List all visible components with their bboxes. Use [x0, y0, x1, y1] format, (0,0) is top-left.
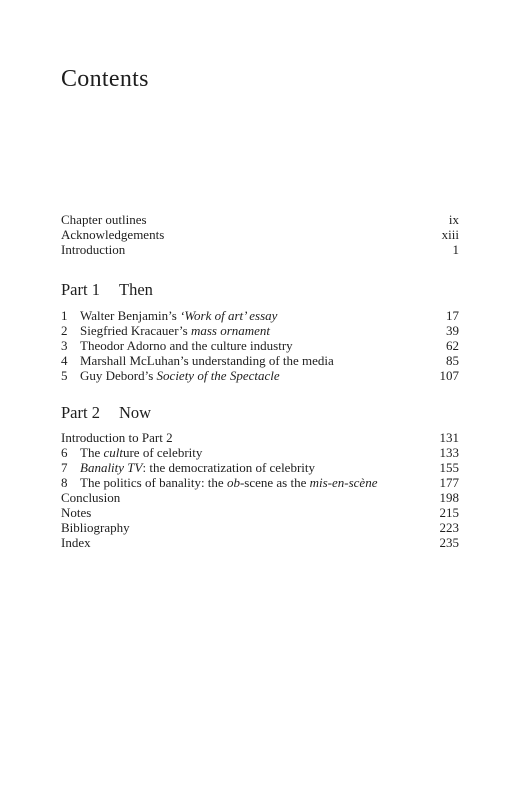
- part-1-section: [61, 280, 459, 383]
- chapter-title: ure of celebrity: [122, 445, 203, 460]
- chapter-title: Guy Debord’s: [80, 368, 157, 383]
- toc-entry[interactable]: [61, 535, 459, 550]
- chapter-number: 6: [61, 445, 68, 460]
- toc-entry-title: Acknowledgements: [61, 227, 165, 242]
- toc-entry-title: Conclusion: [61, 490, 121, 505]
- toc-entry-page: 85: [446, 353, 459, 368]
- toc-entry[interactable]: [61, 323, 459, 338]
- part-label: Part 1: [61, 280, 100, 299]
- chapter-number: 2: [61, 323, 68, 338]
- chapter-number: 5: [61, 368, 68, 383]
- toc-entry-page: 177: [439, 475, 459, 490]
- chapter-number: 7: [61, 460, 68, 475]
- part-2-section: [61, 403, 459, 550]
- toc-entry[interactable]: [61, 460, 459, 475]
- front-matter-list: [61, 212, 459, 257]
- toc-entry[interactable]: [61, 368, 459, 383]
- toc-entry-title: Chapter outlines: [61, 212, 147, 227]
- toc-entry-page: 107: [439, 368, 459, 383]
- part-name: Now: [119, 403, 152, 422]
- toc-entry[interactable]: [61, 242, 459, 257]
- toc-entry-page: 1: [452, 242, 459, 257]
- toc-entry-title: Introduction: [61, 242, 126, 257]
- toc-entry-title: Notes: [61, 505, 92, 520]
- toc-entry-page: 62: [446, 338, 459, 353]
- chapter-number: 4: [61, 353, 68, 368]
- chapter-title: Walter Benjamin’s: [80, 308, 181, 323]
- chapter-title-italic: cult: [103, 445, 123, 460]
- toc-entry[interactable]: [61, 227, 459, 242]
- part-label: Part 2: [61, 403, 100, 422]
- chapter-title: The politics of banality: the: [80, 475, 227, 490]
- toc-entry[interactable]: [61, 338, 459, 353]
- chapter-title: Marshall McLuhan’s understanding of the media: [80, 353, 334, 368]
- toc-entry[interactable]: [61, 430, 459, 445]
- page-title: Contents: [61, 66, 149, 92]
- toc-entry-page: ix: [448, 212, 459, 227]
- toc-entry[interactable]: [61, 520, 459, 535]
- toc-entry[interactable]: [61, 445, 459, 460]
- toc-entry[interactable]: [61, 308, 459, 323]
- toc-entry-page: 198: [439, 490, 459, 505]
- chapter-title-italic: Banality TV: [80, 460, 143, 475]
- chapter-number: 3: [61, 338, 68, 353]
- toc-entry-page: 39: [446, 323, 459, 338]
- chapter-title: : the democratization of celebrity: [142, 460, 316, 475]
- part-heading: [61, 280, 459, 300]
- part-name: Then: [119, 280, 153, 299]
- toc-entry-page: 235: [439, 535, 459, 550]
- toc-entry-title: Index: [61, 535, 91, 550]
- chapter-title-italic: ob: [226, 475, 240, 490]
- toc-entry[interactable]: [61, 353, 459, 368]
- toc-entry-page: xiii: [441, 227, 459, 242]
- toc-entry[interactable]: [61, 505, 459, 520]
- chapter-title: Theodor Adorno and the culture industry: [80, 338, 293, 353]
- toc-entry-page: 155: [439, 460, 459, 475]
- toc-entry-page: 17: [446, 308, 459, 323]
- chapter-title: Siegfried Kracauer’s: [80, 323, 191, 338]
- toc-entry-page: 223: [439, 520, 459, 535]
- toc-entry-title: Introduction to Part 2: [61, 430, 173, 445]
- toc-entry[interactable]: [61, 212, 459, 227]
- toc-entry-title: Bibliography: [61, 520, 130, 535]
- toc-entry[interactable]: [61, 475, 459, 490]
- chapter-title: The: [80, 445, 104, 460]
- toc-entry[interactable]: [61, 490, 459, 505]
- toc-entry-page: 133: [439, 445, 459, 460]
- chapter-number: 1: [61, 308, 68, 323]
- chapter-title-italic: ‘Work of art’ essay: [180, 308, 278, 323]
- chapter-title-italic: Society of the Spectacle: [156, 368, 280, 383]
- toc-entry-page: 131: [439, 430, 459, 445]
- chapter-title: -scene as the: [239, 475, 310, 490]
- part-heading: [61, 403, 459, 423]
- chapter-number: 8: [61, 475, 68, 490]
- toc-entry-page: 215: [439, 505, 459, 520]
- chapter-title-italic: mis-en-scène: [309, 475, 378, 490]
- chapter-title-italic: mass ornament: [190, 323, 271, 338]
